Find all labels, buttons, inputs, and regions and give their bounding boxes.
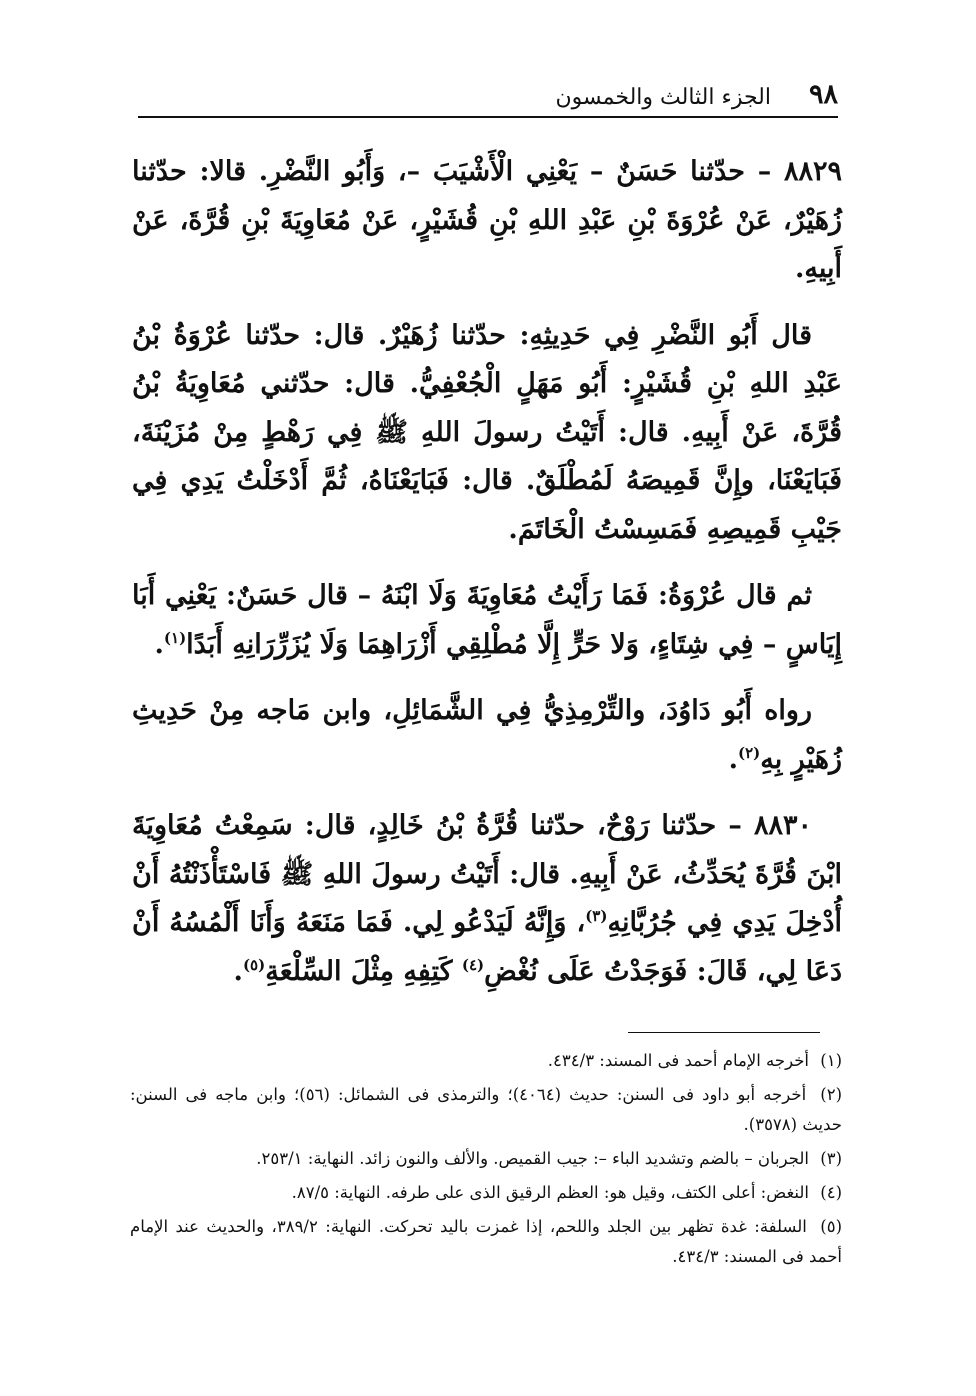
footnote-mark: (٢) <box>820 1085 842 1104</box>
footnote-mark: (١) <box>820 1051 842 1070</box>
footnote-ref: (٥) <box>242 955 266 974</box>
hadith-number: ٨٨٢٩ <box>783 156 842 187</box>
footnote-ref: (٣) <box>585 907 608 925</box>
footnote-ref: (٢) <box>738 743 761 762</box>
hadith-paragraph <box>132 802 842 996</box>
running-title: الجزء الثالث والخمسون <box>555 85 771 110</box>
footnote <box>130 1178 842 1208</box>
footnote <box>130 1212 842 1272</box>
hadith-paragraph <box>132 148 842 294</box>
punctuation: . <box>154 628 164 660</box>
paragraph <box>132 572 842 669</box>
footnote <box>130 1080 842 1140</box>
paragraph <box>132 687 842 784</box>
footnote-text: أخرجه الإمام أحمد فى المسند: ٤٣٤/٣. <box>547 1051 809 1070</box>
footnote-text: أخرجه أبو داود فى السنن: حديث (٤٠٦٤)؛ والترمذى فى الشمائل: (٥٦)؛ وابن ماجه فى السنن: حديث (٣٥٧٨). <box>130 1085 842 1134</box>
footnote-ref: (٤) <box>461 955 485 974</box>
footnote-mark: (٣) <box>820 1149 842 1168</box>
page-number: ٩٨ <box>808 79 838 110</box>
hadith-number: ٨٨٣٠ <box>753 810 812 841</box>
footnote-separator <box>628 1032 820 1033</box>
punctuation: . <box>728 743 738 775</box>
paragraph <box>132 312 842 555</box>
header-rule <box>138 116 838 118</box>
hadith-text: – حدّثنا رَوْحٌ، حدّثنا قُرَّةُ بْنُ خَالِدٍ، قال: سَمِعْتُ مُعَاوِيَةَ ابْنَ قُرَّةَ يُحَدِّثُ، عَنْ أَبِيهِ. قال: أَتَيْتُ رسولَ اللهِ ﷺ فَاسْتَأْذَنْتُهُ أَنْ أُدْخِلَ يَدِي فِي جُرُبَّانِهِ <box>132 810 842 938</box>
footnote-mark: (٤) <box>820 1183 842 1202</box>
footnote <box>130 1046 842 1076</box>
paragraph-text: قال أَبُو النَّضْرِ فِي حَدِيثِهِ: حدّثنا زُهَيْرٌ. قال: حدّثنا عُرْوَةُ بْنُ عَبْدِ اللهِ بْنِ قُشَيْرٍ: أَبُو مَهَلٍ الْجُعْفِيُّ. قال: حدّثني مُعَاوِيَةُ بْنُ قُرَّةَ، عَنْ أَبِيهِ. قال: أَتَيْتُ رسولَ اللهِ ﷺ فِي رَهْطٍ مِنْ مُزَيْنَةَ، فَبَايَعْنَا، وإِنَّ قَمِيصَهُ لَمُطْلَقٌ. قال: فَبَايَعْنَاهُ، ثُمَّ أَدْخَلْتُ يَدِي فِي جَيْبِ قَمِيصِهِ فَمَسِسْتُ الْخَاتَمَ. <box>132 319 842 545</box>
page-header <box>138 70 838 110</box>
paragraph-text: رواه أَبُو دَاوُدَ، والتِّرْمِذِيُّ فِي الشَّمَائِلِ، وابن مَاجه مِنْ حَدِيثِ زُهَيْرٍ بِهِ <box>132 695 842 775</box>
hadith-text: كَتِفِهِ مِثْلَ السِّلْعَةِ <box>265 955 462 987</box>
footnote-ref: (١) <box>163 628 187 647</box>
footnote <box>130 1144 842 1174</box>
footnote-text: السلفة: غدة تظهر بين الجلد واللحم، إذا غمزت باليد تحركت. النهاية: ٣٨٩/٢، والحديث عند الإمام أحمد فى المسند: ٤٣٤/٣. <box>130 1217 842 1266</box>
hadith-text: – حدّثنا حَسَنٌ – يَعْنِي الْأَشْيَبَ –، وَأَبُو النَّضْرِ. قالا: حدّثنا زُهَيْرٌ، عَنْ عُرْوَةَ بْنِ عَبْدِ اللهِ بْنِ قُشَيْرٍ، عَنْ مُعَاوِيَةَ بْنِ قُرَّةَ، عَنْ أَبِيهِ. <box>132 156 842 284</box>
punctuation: . <box>233 955 243 987</box>
footnote-mark: (٥) <box>820 1217 842 1236</box>
footnote-text: الجربان – بالضم وتشديد الباء –: جيب القميص. والألف والنون زائد. النهاية: ٢٥٣/١. <box>256 1149 809 1168</box>
footnote-text: النغض: أعلى الكتف، وقيل هو: العظم الرقيق الذى على طرفه. النهاية: ٨٧/٥. <box>291 1183 809 1202</box>
main-text <box>132 148 842 1014</box>
hadith-text: ، وَإِنَّهُ لَيَدْعُو لِي. فَمَا مَنَعَهُ وَأَنَا أَلْمُسُهُ أَنْ دَعَا لِي، قَالَ: فَوَجَدْتُ عَلَى نُغْضِ <box>132 907 842 987</box>
paragraph-text: ثم قال عُرْوَةُ: فَمَا رَأَيْتُ مُعَاوِيَةَ وَلَا ابْنَهُ – قال حَسَنٌ: يَعْنِي أَبَا إِيَاسٍ – فِي شِتَاءٍ، وَلا حَرٍّ إِلَّا مُطْلِقِي أَزْرَاهِمَا وَلَا يُزَرِّرَانِهِ أَبَدًا <box>132 580 842 660</box>
footnotes <box>130 1046 842 1276</box>
